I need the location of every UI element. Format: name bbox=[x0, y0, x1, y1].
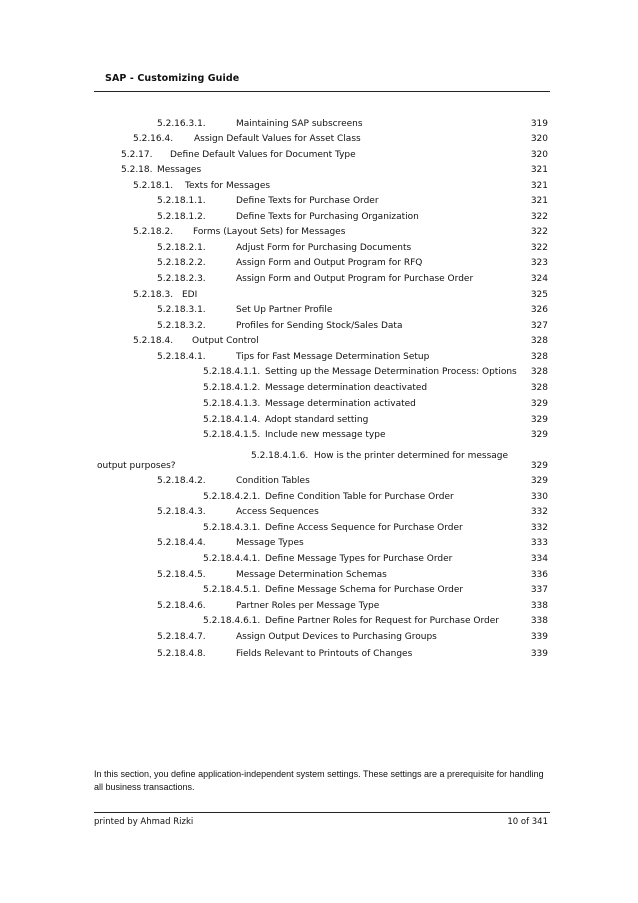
toc-entry[interactable] bbox=[0, 256, 638, 270]
toc-entry[interactable] bbox=[0, 614, 638, 628]
toc-entry-title: Adopt standard setting bbox=[265, 415, 369, 425]
toc-entry-number: 5.2.18.4.4.1. bbox=[203, 554, 261, 564]
toc-entry-number: 5.2.18.4.2. bbox=[157, 476, 206, 486]
toc-entry-page: 319 bbox=[530, 119, 548, 129]
footer-page-number: 10 of 341 bbox=[507, 817, 548, 827]
toc-entry-number: 5.2.18.4.2.1. bbox=[203, 492, 261, 502]
toc-entry-page: 328 bbox=[530, 336, 548, 346]
toc-entry[interactable] bbox=[0, 428, 638, 442]
toc-entry-number: 5.2.16.4. bbox=[133, 134, 174, 144]
toc-entry-number: 5.2.18.4.1. bbox=[157, 352, 206, 362]
toc-entry-title: Include new message type bbox=[265, 430, 386, 440]
toc-entry[interactable] bbox=[0, 630, 638, 644]
toc-entry-number: 5.2.18.4.5.1. bbox=[203, 585, 261, 595]
toc-entry-number: 5.2.18.4.6. bbox=[157, 601, 206, 611]
toc-entry-page: 338 bbox=[530, 616, 548, 626]
toc-entry-number: 5.2.18.1. bbox=[133, 181, 174, 191]
toc-entry-title: Output Control bbox=[192, 336, 259, 346]
toc-entry[interactable] bbox=[0, 194, 638, 208]
toc-entry[interactable] bbox=[0, 413, 638, 427]
toc-entry-page: 322 bbox=[530, 243, 548, 253]
toc-entry[interactable] bbox=[0, 521, 638, 535]
toc-entry[interactable] bbox=[0, 117, 638, 131]
toc-entry-page: 328 bbox=[530, 383, 548, 393]
toc-entry-page: 321 bbox=[530, 181, 548, 191]
toc-entry[interactable] bbox=[0, 179, 638, 193]
toc-entry-number: 5.2.18.3.2. bbox=[157, 321, 206, 331]
toc-entry-title: Message determination activated bbox=[265, 399, 416, 409]
toc-entry[interactable] bbox=[0, 303, 638, 317]
toc-entry-title: Assign Form and Output Program for RFQ bbox=[236, 258, 423, 268]
toc-entry-title: Maintaining SAP subscreens bbox=[236, 119, 363, 129]
toc-entry-page: 330 bbox=[530, 492, 548, 502]
toc-entry-page: 326 bbox=[530, 305, 548, 315]
toc-entry[interactable] bbox=[0, 365, 638, 379]
toc-entry-page: 332 bbox=[530, 507, 548, 517]
toc-entry[interactable] bbox=[0, 474, 638, 488]
toc-entry-title: Message determination deactivated bbox=[265, 383, 428, 393]
toc-entry-number: 5.2.18.4.1.5. bbox=[203, 430, 261, 440]
toc-entry-page: 329 bbox=[530, 415, 548, 425]
toc-entry[interactable] bbox=[0, 397, 638, 411]
toc-entry-title: Message Determination Schemas bbox=[236, 570, 387, 580]
toc-entry-page: 329 bbox=[530, 399, 548, 409]
toc-entry-title: Access Sequences bbox=[236, 507, 319, 517]
toc-entry[interactable] bbox=[0, 350, 638, 364]
toc-entry-title: Define Default Values for Document Type bbox=[170, 150, 356, 160]
toc-entry-number: 5.2.18.1.1. bbox=[157, 196, 206, 206]
footer-printed-by: printed by Ahmad Rizki bbox=[94, 817, 194, 827]
toc-entry[interactable] bbox=[0, 381, 638, 395]
toc-entry-number: 5.2.18.2.2. bbox=[157, 258, 206, 268]
toc-entry-title: Partner Roles per Message Type bbox=[236, 601, 380, 611]
toc-entry-number: 5.2.18.4.6.1. bbox=[203, 616, 261, 626]
toc-entry[interactable] bbox=[0, 536, 638, 550]
toc-entry-page: 333 bbox=[530, 538, 548, 548]
toc-entry-page: 332 bbox=[530, 523, 548, 533]
toc-entry-page: 321 bbox=[530, 165, 548, 175]
toc-entry[interactable] bbox=[0, 241, 638, 255]
toc-entry-title: Define Texts for Purchasing Organization bbox=[236, 212, 419, 222]
toc-entry-title: Define Partner Roles for Request for Purchase Order bbox=[265, 616, 499, 626]
toc-entry-title: Define Message Types for Purchase Order bbox=[265, 554, 453, 564]
toc-entry-title: Define Condition Table for Purchase Order bbox=[265, 492, 454, 502]
toc-entry-number: 5.2.18.4.8. bbox=[157, 649, 206, 659]
toc-entry[interactable] bbox=[0, 505, 638, 519]
toc-entry-title: Profiles for Sending Stock/Sales Data bbox=[236, 321, 403, 331]
toc-entry-number: 5.2.16.3.1. bbox=[157, 119, 206, 129]
toc-entry-page: 329 bbox=[530, 430, 548, 440]
toc-entry-title: Assign Default Values for Asset Class bbox=[194, 134, 361, 144]
page-header-title: SAP - Customizing Guide bbox=[105, 73, 240, 84]
toc-entry-title: Message Types bbox=[236, 538, 304, 548]
toc-entry-title: Assign Output Devices to Purchasing Groups bbox=[236, 632, 437, 642]
toc-entry-number: 5.2.18.4.1.3. bbox=[203, 399, 261, 409]
toc-entry-page: 337 bbox=[530, 585, 548, 595]
toc-entry-number: 5.2.18.4.1.6. bbox=[251, 451, 309, 461]
toc-entry-page: 329 bbox=[530, 461, 548, 471]
toc-entry-number: 5.2.18.3. bbox=[133, 290, 174, 300]
toc-entry-page: 338 bbox=[530, 601, 548, 611]
toc-entry-number: 5.2.18.4.5. bbox=[157, 570, 206, 580]
toc-entry-page: 322 bbox=[530, 212, 548, 222]
toc-entry-title: Set Up Partner Profile bbox=[236, 305, 333, 315]
toc-entry-title: Messages bbox=[157, 165, 202, 175]
toc-entry-page: 320 bbox=[530, 134, 548, 144]
toc-entry-page: 329 bbox=[530, 476, 548, 486]
toc-entry[interactable] bbox=[0, 148, 638, 162]
toc-entry-page: 325 bbox=[530, 290, 548, 300]
toc-entry-title-continued: output purposes? bbox=[97, 461, 176, 471]
toc-entry-page: 328 bbox=[530, 352, 548, 362]
toc-entry[interactable] bbox=[0, 568, 638, 582]
toc-entry-page: 327 bbox=[530, 321, 548, 331]
intro-paragraph: In this section, you define application-independent system settings. These settings are a prerequisite for handling all business transactions. bbox=[94, 769, 544, 792]
toc-entry-number: 5.2.18.3.1. bbox=[157, 305, 206, 315]
toc-entry-page: 339 bbox=[530, 649, 548, 659]
toc-entry[interactable] bbox=[0, 490, 638, 504]
toc-entry[interactable] bbox=[0, 583, 638, 597]
toc-entry-title: EDI bbox=[182, 290, 198, 300]
toc-entry-title: Tips for Fast Message Determination Setup bbox=[236, 352, 430, 362]
toc-entry-number: 5.2.18.4.7. bbox=[157, 632, 206, 642]
header-divider bbox=[94, 91, 550, 92]
toc-entry-number: 5.2.18.4. bbox=[133, 336, 174, 346]
toc-entry-number: 5.2.18.2.3. bbox=[157, 274, 206, 284]
toc-entry-number: 5.2.18.2. bbox=[133, 227, 174, 237]
toc-entry-title: Assign Form and Output Program for Purchase Order bbox=[236, 274, 474, 284]
toc-entry[interactable] bbox=[0, 210, 638, 224]
toc-entry[interactable] bbox=[0, 163, 638, 177]
toc-entry-number: 5.2.18. bbox=[121, 165, 153, 175]
toc-entry-title: Define Texts for Purchase Order bbox=[236, 196, 379, 206]
toc-entry-number: 5.2.18.4.1.1. bbox=[203, 367, 261, 377]
toc-entry-title: Condition Tables bbox=[236, 476, 310, 486]
toc-entry-title: Texts for Messages bbox=[185, 181, 271, 191]
toc-entry-title: Define Access Sequence for Purchase Order bbox=[265, 523, 463, 533]
toc-entry[interactable] bbox=[0, 288, 638, 302]
toc-entry-page: 320 bbox=[530, 150, 548, 160]
toc-entry-number: 5.2.18.1.2. bbox=[157, 212, 206, 222]
toc-entry-number: 5.2.18.4.1.2. bbox=[203, 383, 261, 393]
toc-entry[interactable] bbox=[0, 272, 638, 286]
toc-entry-page: 323 bbox=[530, 258, 548, 268]
toc-entry-number: 5.2.18.4.1.4. bbox=[203, 415, 261, 425]
toc-entry[interactable] bbox=[0, 225, 638, 239]
toc-entry[interactable] bbox=[0, 599, 638, 613]
toc-entry-page: 334 bbox=[530, 554, 548, 564]
toc-entry-page: 339 bbox=[530, 632, 548, 642]
toc-entry-title: Define Message Schema for Purchase Order bbox=[265, 585, 464, 595]
toc-entry-number: 5.2.18.4.3. bbox=[157, 507, 206, 517]
toc-entry[interactable] bbox=[0, 319, 638, 333]
toc-entry-title: How is the printer determined for message bbox=[314, 451, 509, 461]
toc-entry-page: 336 bbox=[530, 570, 548, 580]
toc-entry-page: 328 bbox=[530, 367, 548, 377]
footer-divider bbox=[94, 812, 550, 813]
toc-entry[interactable] bbox=[0, 647, 638, 661]
toc-entry-page: 322 bbox=[530, 227, 548, 237]
toc-entry-title: Forms (Layout Sets) for Messages bbox=[193, 227, 346, 237]
toc-entry-title: Fields Relevant to Printouts of Changes bbox=[236, 649, 413, 659]
toc-entry-title: Setting up the Message Determination Process: Options bbox=[265, 367, 517, 377]
toc-entry[interactable] bbox=[0, 132, 638, 146]
toc-entry-number: 5.2.18.4.3.1. bbox=[203, 523, 261, 533]
toc-entry-title: Adjust Form for Purchasing Documents bbox=[236, 243, 412, 253]
toc-entry-number: 5.2.18.2.1. bbox=[157, 243, 206, 253]
toc-entry[interactable] bbox=[0, 334, 638, 348]
toc-entry[interactable] bbox=[0, 552, 638, 566]
toc-entry-number: 5.2.18.4.4. bbox=[157, 538, 206, 548]
toc-entry-page: 324 bbox=[530, 274, 548, 284]
toc-entry-page: 321 bbox=[530, 196, 548, 206]
toc-entry-number: 5.2.17. bbox=[121, 150, 153, 160]
